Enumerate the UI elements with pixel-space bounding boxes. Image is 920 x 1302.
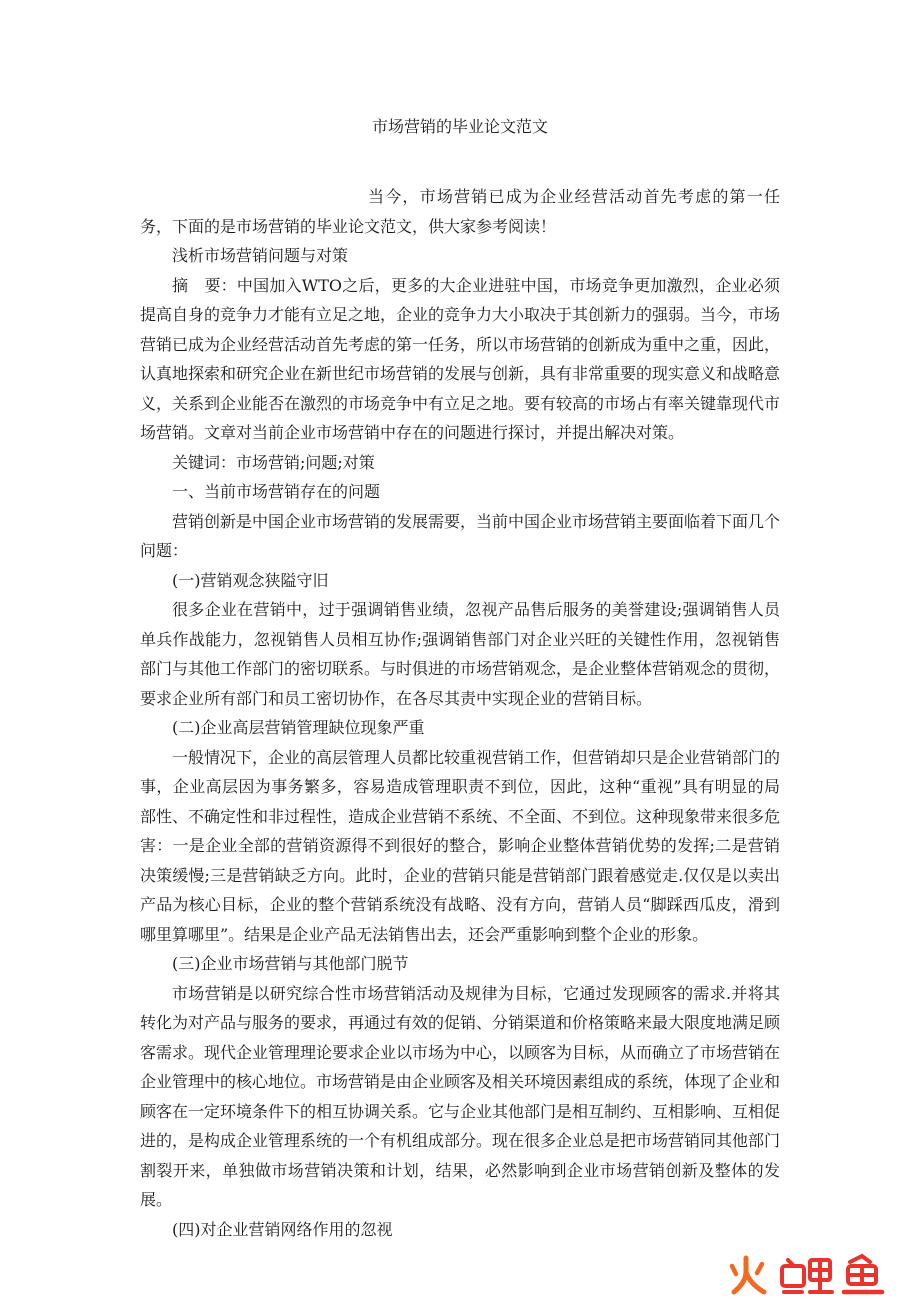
abstract-text: 中国加入WTO之后，更多的大企业进驻中国，市场竞争更加激烈，企业必须提高自身的竞争力才能有立足之地，企业的竞争力大小取决于其创新力的强弱。当今，市场营销已成为企业经营活动首先考虑的第一任务，所以市场营销的创新成为重中之重，因此，认真地探索和研究企业在新世纪市场营销的发展与创新，具有非常重要的现实意义和战略意义，关系到企业能否在激烈的市场竞争中有立足之地。要有较高的市场占有率关键靠现代市场营销。文章对当前企业市场营销中存在的问题进行探讨，并提出解决对策。 bbox=[140, 275, 781, 442]
section-heading-1: 一、当前市场营销存在的问题 bbox=[172, 482, 381, 501]
subsection-heading-1: (一)营销观念狭隘守旧 bbox=[172, 570, 329, 590]
carp-glyph bbox=[782, 1260, 832, 1292]
keywords-line: 关键词：市场营销;问题;对策 bbox=[172, 452, 375, 472]
document-title: 市场营销的毕业论文范文 bbox=[371, 117, 548, 136]
watermark-logo-icon bbox=[724, 1252, 904, 1298]
abstract-paragraph bbox=[140, 271, 780, 448]
subsection-heading-4: (四)对企业营销网络作用的忽视 bbox=[172, 1219, 393, 1239]
subsection-2-text: 一般情况下，企业的高层管理人员都比较重视营销工作，但营销却只是企业营销部门的事，企业高层因为事务繁多，容易造成管理职责不到位，因此，这种“重视”具有明显的局部性、不确定性和非过程性，造成企业营销不系统、不全面、不到位。这种现象带来很多危害：一是企业全部的营销资源得不到很好的整合，影响企业整体营销优势的发挥;二是营销决策缓慢;三是营销缺乏方向。此时，企业的营销只能是营销部门跟着感觉走.仅仅是以卖出产品为核心目标，企业的整个营销系统没有战略、没有方向，营销人员“脚踩西瓜皮，滑到哪里算哪里”。结果是企业产品无法销售出去，还会严重影响到整个企业的形象。 bbox=[140, 747, 781, 944]
subsection-3-text: 市场营销是以研究综合性市场营销活动及规律为目标，它通过发现顾客的需求.并将其转化为对产品与服务的要求，再通过有效的促销、分销渠道和价格策略来最大限度地满足顾客需求。现代企业管理理论要求企业以市场为中心，以顾客为目标，从而确立了市场营销在企业管理中的核心地位。市场营销是由企业顾客及相关环境因素组成的系统，体现了企业和顾客在一定环境条件下的相互协调关系。它与企业其他部门是相互制约、互相影响、互相促进的，是构成企业管理系统的一个有机组成部分。现在很多企业总是把市场营销同其他部门割裂开来，单独做市场营销决策和计划，结果，必然影响到企业市场营销创新及整体的发展。 bbox=[140, 983, 781, 1209]
subsection-heading-3: (三)企业市场营销与其他部门脱节 bbox=[172, 954, 409, 973]
document-body bbox=[140, 182, 780, 1244]
watermark-logo bbox=[724, 1252, 904, 1298]
fire-glyph bbox=[732, 1258, 764, 1292]
section-1-intro: 营销创新是中国企业市场营销的发展需要，当前中国企业市场营销主要面临着下面几个问题： bbox=[140, 511, 781, 560]
fish-glyph bbox=[844, 1256, 882, 1292]
intro-paragraph: 当今，市场营销已成为企业经营活动首先考虑的第一任务，下面的是市场营销的毕业论文范文，供大家参考阅读！ bbox=[140, 187, 780, 236]
paper-title: 浅析市场营销问题与对策 bbox=[172, 246, 349, 265]
abstract-label: 摘 要： bbox=[172, 275, 237, 295]
subsection-1-text: 很多企业在营销中，过于强调销售业绩，忽视产品售后服务的美誉建设;强调销售人员单兵作战能力，忽视销售人员相互协作;强调销售部门对企业兴旺的关键性作用，忽视销售部门与其他工作部门的密切联系。与时俱进的市场营销观念，是企业整体营销观念的贯彻，要求企业所有部门和员工密切协作，在各尽其责中实现企业的营销目标。 bbox=[140, 600, 781, 708]
subsection-heading-2: (二)企业高层营销管理缺位现象严重 bbox=[172, 718, 425, 737]
